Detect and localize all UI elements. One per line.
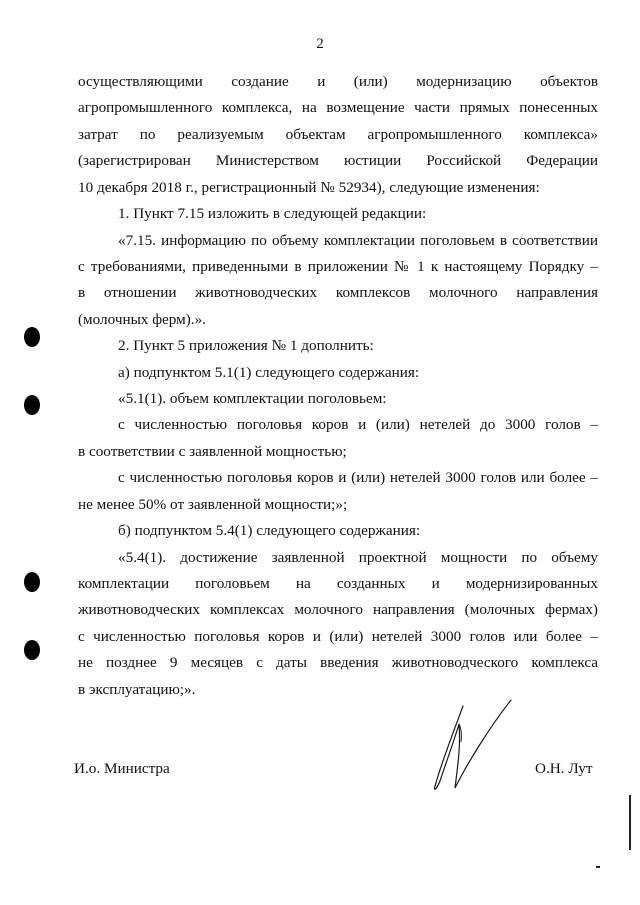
body-line: 2. Пункт 5 приложения № 1 дополнить: (118, 337, 374, 354)
body-line: с численностью поголовья коров и (или) нетелей 3000 голов или более – (78, 628, 598, 645)
body-line: не позднее 9 месяцев с даты введения животноводческого комплекса (78, 654, 598, 671)
body-line: осуществляющими создание и (или) модернизацию объектов (78, 73, 598, 90)
body-line: затрат по реализуемым объектам агропромышленного комплекса» (78, 126, 598, 143)
handwritten-signature (415, 698, 525, 798)
punch-hole (24, 640, 40, 660)
body-line: комплектации поголовьем на созданных и модернизированных (78, 575, 598, 592)
signer-position: И.о. Министра (74, 760, 170, 777)
body-line: «5.1(1). объем комплектации поголовьем: (118, 390, 387, 407)
punch-hole (24, 572, 40, 592)
body-line: «7.15. информацию по объему комплектации поголовьем в соответствии (118, 232, 598, 249)
body-line: с требованиями, приведенными в приложении № 1 к настоящему Порядку – (78, 258, 598, 275)
scan-mark (596, 866, 600, 868)
body-line: с численностью поголовья коров и (или) нетелей до 3000 голов – (118, 416, 598, 433)
body-line: (молочных ферм).». (78, 311, 207, 328)
body-line: а) подпунктом 5.1(1) следующего содержания: (118, 364, 420, 381)
body-line: агропромышленного комплекса, на возмещение части прямых понесенных (78, 99, 598, 116)
scan-mark (629, 795, 631, 850)
body-line: «5.4(1). достижение заявленной проектной мощности по объему (118, 549, 598, 566)
body-line: 1. Пункт 7.15 изложить в следующей редакции: (118, 205, 427, 222)
page-number: 2 (316, 36, 324, 52)
body-line: в соответствии с заявленной мощностью; (78, 443, 347, 460)
body-line: (зарегистрирован Министерством юстиции Российской Федерации (78, 152, 598, 169)
body-line: не менее 50% от заявленной мощности;»; (78, 496, 348, 513)
punch-hole (24, 395, 40, 415)
body-line: б) подпунктом 5.4(1) следующего содержания: (118, 522, 421, 539)
body-line: 10 декабря 2018 г., регистрационный № 52934), следующие изменения: (78, 179, 540, 196)
body-line: в эксплуатацию;». (78, 681, 196, 698)
punch-hole (24, 327, 40, 347)
body-line: в отношении животноводческих комплексов молочного направления (78, 284, 598, 301)
body-line: с численностью поголовья коров и (или) нетелей 3000 голов или более – (118, 469, 598, 486)
signer-name: О.Н. Лут (535, 760, 593, 777)
body-line: животноводческих комплексах молочного направления (молочных фермах) (78, 601, 598, 618)
